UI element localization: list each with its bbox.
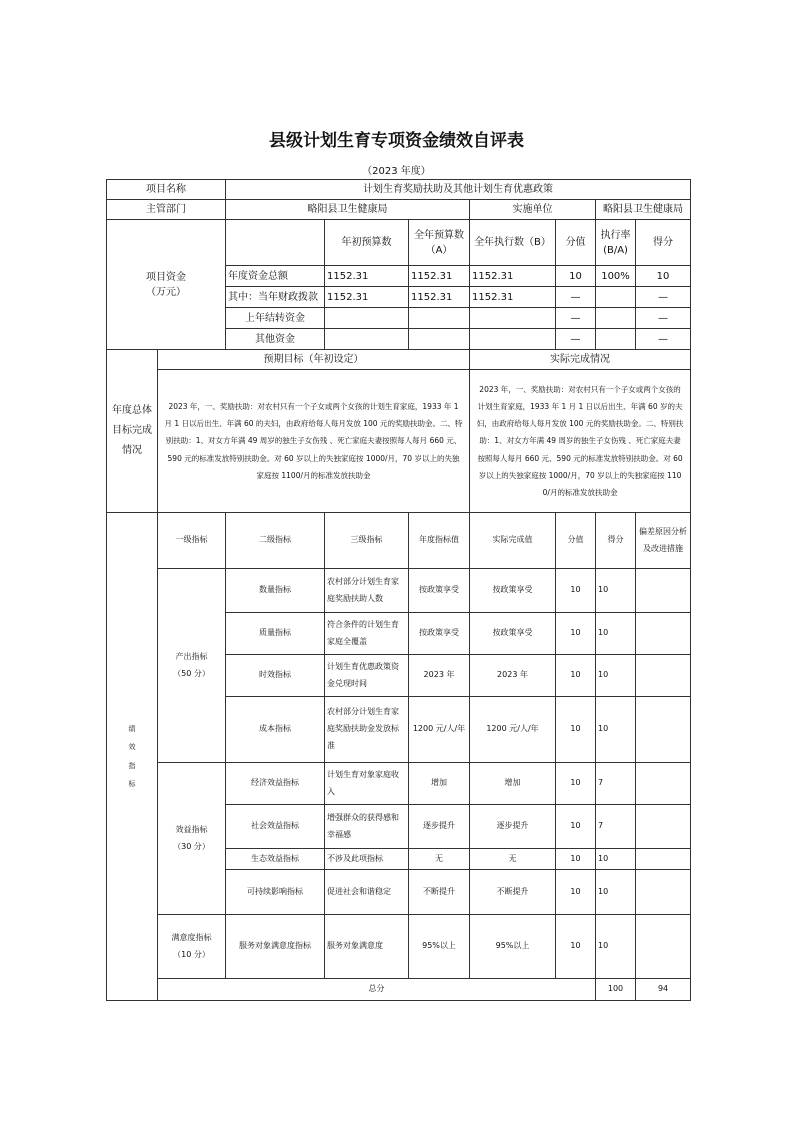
funds-row-executed: 1152.31 bbox=[470, 266, 556, 287]
satisfaction-indicator-group: 满意度指标 （10 分） bbox=[158, 915, 226, 979]
funds-header-score-value: 分值 bbox=[556, 220, 596, 266]
funds-row-rate bbox=[596, 329, 636, 350]
ind-target: 1200 元/人/年 bbox=[409, 697, 470, 763]
report-year: （2023 年度） bbox=[362, 166, 431, 177]
page-title: 县级计划生育专项资金绩效自评表 bbox=[269, 131, 524, 151]
funds-row-score-value: 10 bbox=[556, 266, 596, 287]
ind-deviation bbox=[636, 849, 691, 870]
ind-score: 10 bbox=[596, 915, 636, 979]
ind-score: 7 bbox=[596, 763, 636, 805]
table-row bbox=[107, 763, 691, 805]
ind-header-target: 年度指标值 bbox=[409, 513, 470, 569]
funds-row-executed bbox=[470, 329, 556, 350]
ind-score: 10 bbox=[596, 613, 636, 655]
ind-score: 10 bbox=[596, 849, 636, 870]
funds-row-score: — bbox=[636, 308, 691, 329]
ind-target: 逐步提升 bbox=[409, 805, 470, 849]
indicators-label: 绩效指标 bbox=[107, 513, 158, 1001]
output-indicator-group: 产出指标 （50 分） bbox=[158, 569, 226, 763]
funds-row-label: 年度资金总额 bbox=[226, 266, 325, 287]
ind-deviation bbox=[636, 915, 691, 979]
ind-actual: 1200 元/人/年 bbox=[470, 697, 556, 763]
ind-deviation bbox=[636, 697, 691, 763]
ind-score-value: 10 bbox=[556, 763, 596, 805]
funds-row-annual: 1152.31 bbox=[409, 266, 470, 287]
funds-row-initial bbox=[325, 329, 409, 350]
funds-row-label: 上年结转资金 bbox=[226, 308, 325, 329]
funds-label: 项目资金 （万元） bbox=[107, 220, 226, 350]
ind-actual: 按政策享受 bbox=[470, 613, 556, 655]
ind-score-value: 10 bbox=[556, 805, 596, 849]
ind-target: 无 bbox=[409, 849, 470, 870]
table-row bbox=[107, 915, 691, 979]
funds-header-initial: 年初预算数 bbox=[325, 220, 409, 266]
funds-row-executed: 1152.31 bbox=[470, 287, 556, 308]
ind-score-value: 10 bbox=[556, 697, 596, 763]
funds-row-label: 其中：当年财政拨款 bbox=[226, 287, 325, 308]
impl-label: 实施单位 bbox=[470, 200, 596, 220]
ind-target: 95%以上 bbox=[409, 915, 470, 979]
funds-row-score-value: — bbox=[556, 287, 596, 308]
ind-score-value: 10 bbox=[556, 655, 596, 697]
project-name-label: 项目名称 bbox=[107, 180, 226, 200]
ind-actual: 按政策享受 bbox=[470, 569, 556, 613]
ind-target: 按政策享受 bbox=[409, 569, 470, 613]
ind-level2: 生态效益指标 bbox=[226, 849, 325, 870]
ind-actual: 无 bbox=[470, 849, 556, 870]
ind-level2: 质量指标 bbox=[226, 613, 325, 655]
ind-header-actual: 实际完成值 bbox=[470, 513, 556, 569]
ind-level3: 服务对象满意度 bbox=[325, 915, 409, 979]
ind-score-value: 10 bbox=[556, 569, 596, 613]
funds-row-initial: 1152.31 bbox=[325, 266, 409, 287]
ind-deviation bbox=[636, 613, 691, 655]
ind-header-level2: 二级指标 bbox=[226, 513, 325, 569]
ind-level2: 成本指标 bbox=[226, 697, 325, 763]
ind-level3: 农村部分计划生育家庭奖励扶助金发放标准 bbox=[325, 697, 409, 763]
ind-level3: 符合条件的计划生育家庭全覆盖 bbox=[325, 613, 409, 655]
ind-target: 增加 bbox=[409, 763, 470, 805]
funds-row-score: — bbox=[636, 329, 691, 350]
ind-target: 2023 年 bbox=[409, 655, 470, 697]
funds-row-initial: 1152.31 bbox=[325, 287, 409, 308]
ind-deviation bbox=[636, 763, 691, 805]
goals-expected-label: 预期目标（年初设定） bbox=[158, 350, 470, 370]
dept-label: 主管部门 bbox=[107, 200, 226, 220]
ind-header-level3: 三级指标 bbox=[325, 513, 409, 569]
funds-row-score: 10 bbox=[636, 266, 691, 287]
ind-score: 10 bbox=[596, 569, 636, 613]
total-score-value: 100 bbox=[596, 979, 636, 1001]
ind-actual: 增加 bbox=[470, 763, 556, 805]
ind-header-score-value: 分值 bbox=[556, 513, 596, 569]
performance-table bbox=[106, 179, 691, 1001]
benefit-indicator-group: 效益指标 （30 分） bbox=[158, 763, 226, 915]
ind-actual: 逐步提升 bbox=[470, 805, 556, 849]
funds-header-rate: 执行率(B/A) bbox=[596, 220, 636, 266]
ind-level2: 时效指标 bbox=[226, 655, 325, 697]
funds-row-score-value: — bbox=[556, 308, 596, 329]
ind-score: 10 bbox=[596, 697, 636, 763]
ind-deviation bbox=[636, 870, 691, 915]
ind-deviation bbox=[636, 805, 691, 849]
funds-row-score: — bbox=[636, 287, 691, 308]
dept-value: 略阳县卫生健康局 bbox=[226, 200, 470, 220]
ind-score: 7 bbox=[596, 805, 636, 849]
funds-header-annual: 全年预算数（A） bbox=[409, 220, 470, 266]
total-label: 总分 bbox=[158, 979, 596, 1001]
ind-score: 10 bbox=[596, 870, 636, 915]
ind-level2: 服务对象满意度指标 bbox=[226, 915, 325, 979]
ind-level3: 农村部分计划生育家庭奖励扶助人数 bbox=[325, 569, 409, 613]
funds-row-initial bbox=[325, 308, 409, 329]
funds-row-label: 其他资金 bbox=[226, 329, 325, 350]
ind-target: 不断提升 bbox=[409, 870, 470, 915]
ind-level2: 数量指标 bbox=[226, 569, 325, 613]
ind-actual: 95%以上 bbox=[470, 915, 556, 979]
funds-row-rate bbox=[596, 287, 636, 308]
ind-header-deviation: 偏差原因分析及改进措施 bbox=[636, 513, 691, 569]
goals-label: 年度总体目标完成情况 bbox=[107, 350, 158, 513]
ind-level3: 计划生育对象家庭收入 bbox=[325, 763, 409, 805]
goals-expected-text: 2023 年，一、奖励扶助：对农村只有一个子女或两个女孩的计划生育家庭，1933 年 1 月 1 日以后出生、年满 60 的夫妇，由政府给每人每月发放 100 元的奖励扶助金。二、特别扶助：1、对女方年满 49 周岁的独生子女伤残 、死亡家庭夫妻按照每人每月 660 元、590 元的标准发放特别扶助金。对 60 岁以上的失独家庭按 1000/月，70 岁以上的失独家庭按 1100/月的标准发放扶助金 bbox=[158, 370, 470, 513]
funds-row-score-value: — bbox=[556, 329, 596, 350]
funds-header-executed: 全年执行数（B） bbox=[470, 220, 556, 266]
funds-header-score: 得分 bbox=[636, 220, 691, 266]
ind-header-score: 得分 bbox=[596, 513, 636, 569]
ind-score-value: 10 bbox=[556, 849, 596, 870]
ind-header-level1: 一级指标 bbox=[158, 513, 226, 569]
ind-actual: 2023 年 bbox=[470, 655, 556, 697]
total-score: 94 bbox=[636, 979, 691, 1001]
ind-score-value: 10 bbox=[556, 915, 596, 979]
total-row bbox=[107, 979, 691, 1001]
table-row bbox=[107, 569, 691, 613]
ind-level2: 可持续影响指标 bbox=[226, 870, 325, 915]
funds-row-rate bbox=[596, 308, 636, 329]
ind-level3: 计划生育优惠政策资金兑现时间 bbox=[325, 655, 409, 697]
goals-actual-label: 实际完成情况 bbox=[470, 350, 691, 370]
project-name-value: 计划生育奖励扶助及其他计划生育优惠政策 bbox=[226, 180, 691, 200]
ind-level3: 不涉及此项指标 bbox=[325, 849, 409, 870]
ind-actual: 不断提升 bbox=[470, 870, 556, 915]
funds-row-annual bbox=[409, 329, 470, 350]
ind-deviation bbox=[636, 655, 691, 697]
ind-level2: 经济效益指标 bbox=[226, 763, 325, 805]
funds-row-rate: 100% bbox=[596, 266, 636, 287]
funds-header-blank bbox=[226, 220, 325, 266]
goals-actual-text: 2023 年，一、奖励扶助：对农村只有一个子女或两个女孩的计划生育家庭，1933 年 1 月 1 日以后出生、年满 60 岁的夫妇，由政府给每人每月发放 100 元的奖励扶助金。二、特别扶助：1、对女方年满 49 周岁的独生子女伤残 、死亡家庭夫妻按照每人每月 660 元、590 元的标准发放特别扶助金。对 60 岁以上的失独家庭按 1000/月，70 岁以上的失独家庭按 1100/月的标准发放扶助金 bbox=[470, 370, 691, 513]
ind-score-value: 10 bbox=[556, 613, 596, 655]
ind-score-value: 10 bbox=[556, 870, 596, 915]
funds-row-executed bbox=[470, 308, 556, 329]
funds-row-annual: 1152.31 bbox=[409, 287, 470, 308]
ind-level3: 增强群众的获得感和幸福感 bbox=[325, 805, 409, 849]
funds-row-annual bbox=[409, 308, 470, 329]
ind-target: 按政策享受 bbox=[409, 613, 470, 655]
impl-value: 略阳县卫生健康局 bbox=[596, 200, 691, 220]
ind-score: 10 bbox=[596, 655, 636, 697]
ind-level3: 促进社会和谐稳定 bbox=[325, 870, 409, 915]
ind-deviation bbox=[636, 569, 691, 613]
ind-level2: 社会效益指标 bbox=[226, 805, 325, 849]
